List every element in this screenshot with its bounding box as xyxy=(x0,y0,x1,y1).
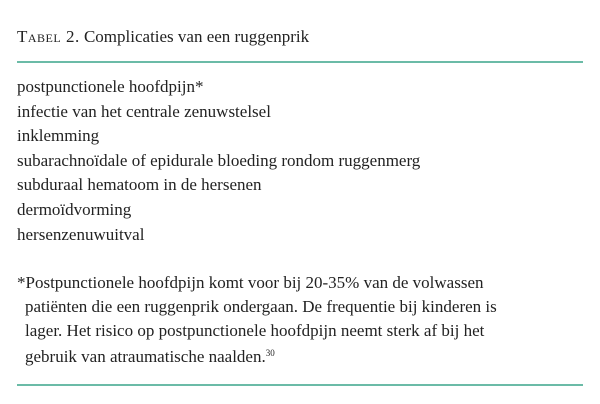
footnote xyxy=(17,271,497,369)
list-item: dermoïdvorming xyxy=(17,199,132,219)
table-caption: Complicaties van een ruggenprik xyxy=(83,27,310,46)
table-title xyxy=(17,27,309,47)
list-item: subarachnoïdale of epidurale bloeding rondom ruggenmerg xyxy=(17,150,421,170)
bottom-divider xyxy=(17,384,583,386)
reference-number: 30 xyxy=(265,348,275,359)
footnote-line: patiënten die een ruggenprik ondergaan. De frequentie bij kinderen is xyxy=(25,296,497,316)
footnote-line: *Postpunctionele hoofdpijn komt voor bij 20-35% van de volwassen xyxy=(17,273,484,292)
complications-list xyxy=(17,75,420,247)
table-label: Tabel 2. xyxy=(17,27,80,46)
footnote-line-last xyxy=(17,342,497,369)
list-item: hersenzenuwuitval xyxy=(17,224,145,244)
list-item: infectie van het centrale zenuwstelsel xyxy=(17,101,271,121)
footnote-line: lager. Het risico op postpunctionele hoofdpijn neemt sterk af bij het xyxy=(25,320,485,340)
footnote-line: gebruik van atraumatische naalden. xyxy=(25,347,266,367)
list-item: postpunctionele hoofdpijn* xyxy=(17,77,204,96)
list-item: inklemming xyxy=(17,126,100,146)
list-item: subduraal hematoom in de hersenen xyxy=(17,175,262,195)
top-divider xyxy=(17,61,583,63)
